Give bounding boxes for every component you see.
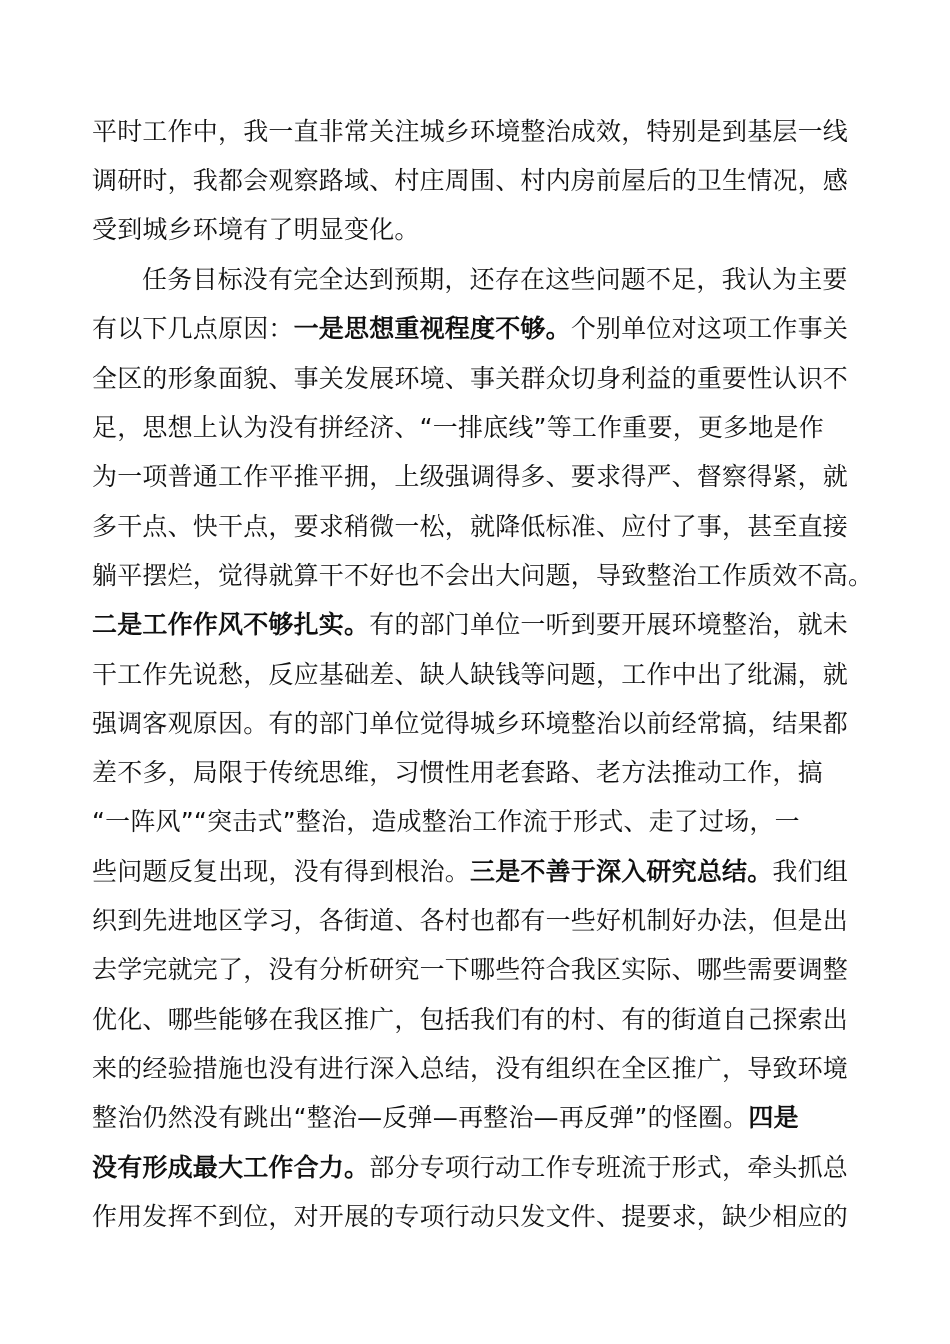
text-run: 为一项普通工作平推平拥，上级强调得多、要求得严、督察得紧，就 <box>92 462 849 491</box>
text-run: “一阵风”“突击式”整治，造成整治工作流于形式、走了过场，一 <box>92 807 800 836</box>
text-line <box>92 1202 848 1232</box>
text-line <box>92 512 848 542</box>
text-run: 去学完就完了，没有分析研究一下哪些符合我区实际、哪些需要调整 <box>92 955 849 984</box>
bold-heading-run: 四是 <box>748 1103 799 1132</box>
text-line <box>92 117 848 147</box>
text-line <box>92 709 848 739</box>
bold-heading-run: 没有形成最大工作合力。 <box>92 1153 370 1182</box>
text-line <box>92 955 848 985</box>
text-line <box>92 166 848 196</box>
text-line <box>92 561 873 591</box>
text-run: 任务目标没有完全达到预期，还存在这些问题不足，我认为主要 <box>142 265 848 294</box>
bold-heading-run: 二是工作作风不够扎实。 <box>92 610 370 639</box>
text-run: 个别单位对这项工作事关 <box>570 314 849 343</box>
text-line <box>92 462 848 492</box>
text-run: 多干点、快干点，要求稍微一松，就降低标准、应付了事，甚至直接 <box>92 512 849 541</box>
text-run: 全区的形象面貌、事关发展环境、事关群众切身利益的重要性认识不 <box>92 364 849 393</box>
bold-heading-run: 三是不善于深入研究总结。 <box>470 857 773 886</box>
text-line <box>92 1103 799 1133</box>
text-line <box>92 857 848 887</box>
text-run: 平时工作中，我一直非常关注城乡环境整治成效，特别是到基层一线 <box>92 117 849 146</box>
text-run: 有的部门单位一听到要开展环境整治，就未 <box>369 610 849 639</box>
text-line <box>92 215 420 245</box>
text-line <box>92 314 848 344</box>
text-line <box>92 906 848 936</box>
text-run: 差不多，局限于传统思维，习惯性用老套路、老方法推动工作，搞 <box>92 758 823 787</box>
text-run: 足，思想上认为没有拼经济、“一排底线”等工作重要，更多地是作 <box>92 413 824 442</box>
text-line <box>92 807 800 837</box>
text-run: 干工作先说愁，反应基础差、缺人缺钱等问题，工作中出了纰漏，就 <box>92 660 849 689</box>
text-run: 调研时，我都会观察路域、村庄周围、村内房前屋后的卫生情况，感 <box>92 166 849 195</box>
text-line <box>92 758 823 788</box>
text-run: 有以下几点原因： <box>92 314 294 343</box>
text-line <box>92 413 824 443</box>
text-line <box>92 1153 848 1183</box>
text-run: 织到先进地区学习，各街道、各村也都有一些好机制好办法，但是出 <box>92 906 849 935</box>
text-run: 强调客观原因。有的部门单位觉得城乡环境整治以前经常搞，结果都 <box>92 709 849 738</box>
text-run: 我们组 <box>772 857 849 886</box>
text-run: 些问题反复出现，没有得到根治。 <box>92 857 471 886</box>
text-run: 来的经验措施也没有进行深入总结，没有组织在全区推广，导致环境 <box>92 1054 849 1083</box>
text-line <box>92 660 848 690</box>
bold-heading-run: 一是思想重视程度不够。 <box>293 314 571 343</box>
text-run: 受到城乡环境有了明显变化。 <box>92 215 420 244</box>
text-run: 部分专项行动工作专班流于形式，牵头抓总 <box>369 1153 849 1182</box>
text-run: 躺平摆烂，觉得就算干不好也不会出大问题，导致整治工作质效不高。 <box>92 561 874 590</box>
text-run: 作用发挥不到位，对开展的专项行动只发文件、提要求，缺少相应的 <box>92 1202 849 1231</box>
text-line <box>92 610 848 640</box>
text-line <box>92 1054 848 1084</box>
text-run: 整治仍然没有跳出“整治—反弹—再整治—再反弹”的怪圈。 <box>92 1103 749 1132</box>
text-run: 优化、哪些能够在我区推广，包括我们有的村、有的街道自己探索出 <box>92 1005 849 1034</box>
text-line <box>92 364 848 394</box>
text-line <box>92 1005 848 1035</box>
paragraph-first-line <box>142 265 848 295</box>
